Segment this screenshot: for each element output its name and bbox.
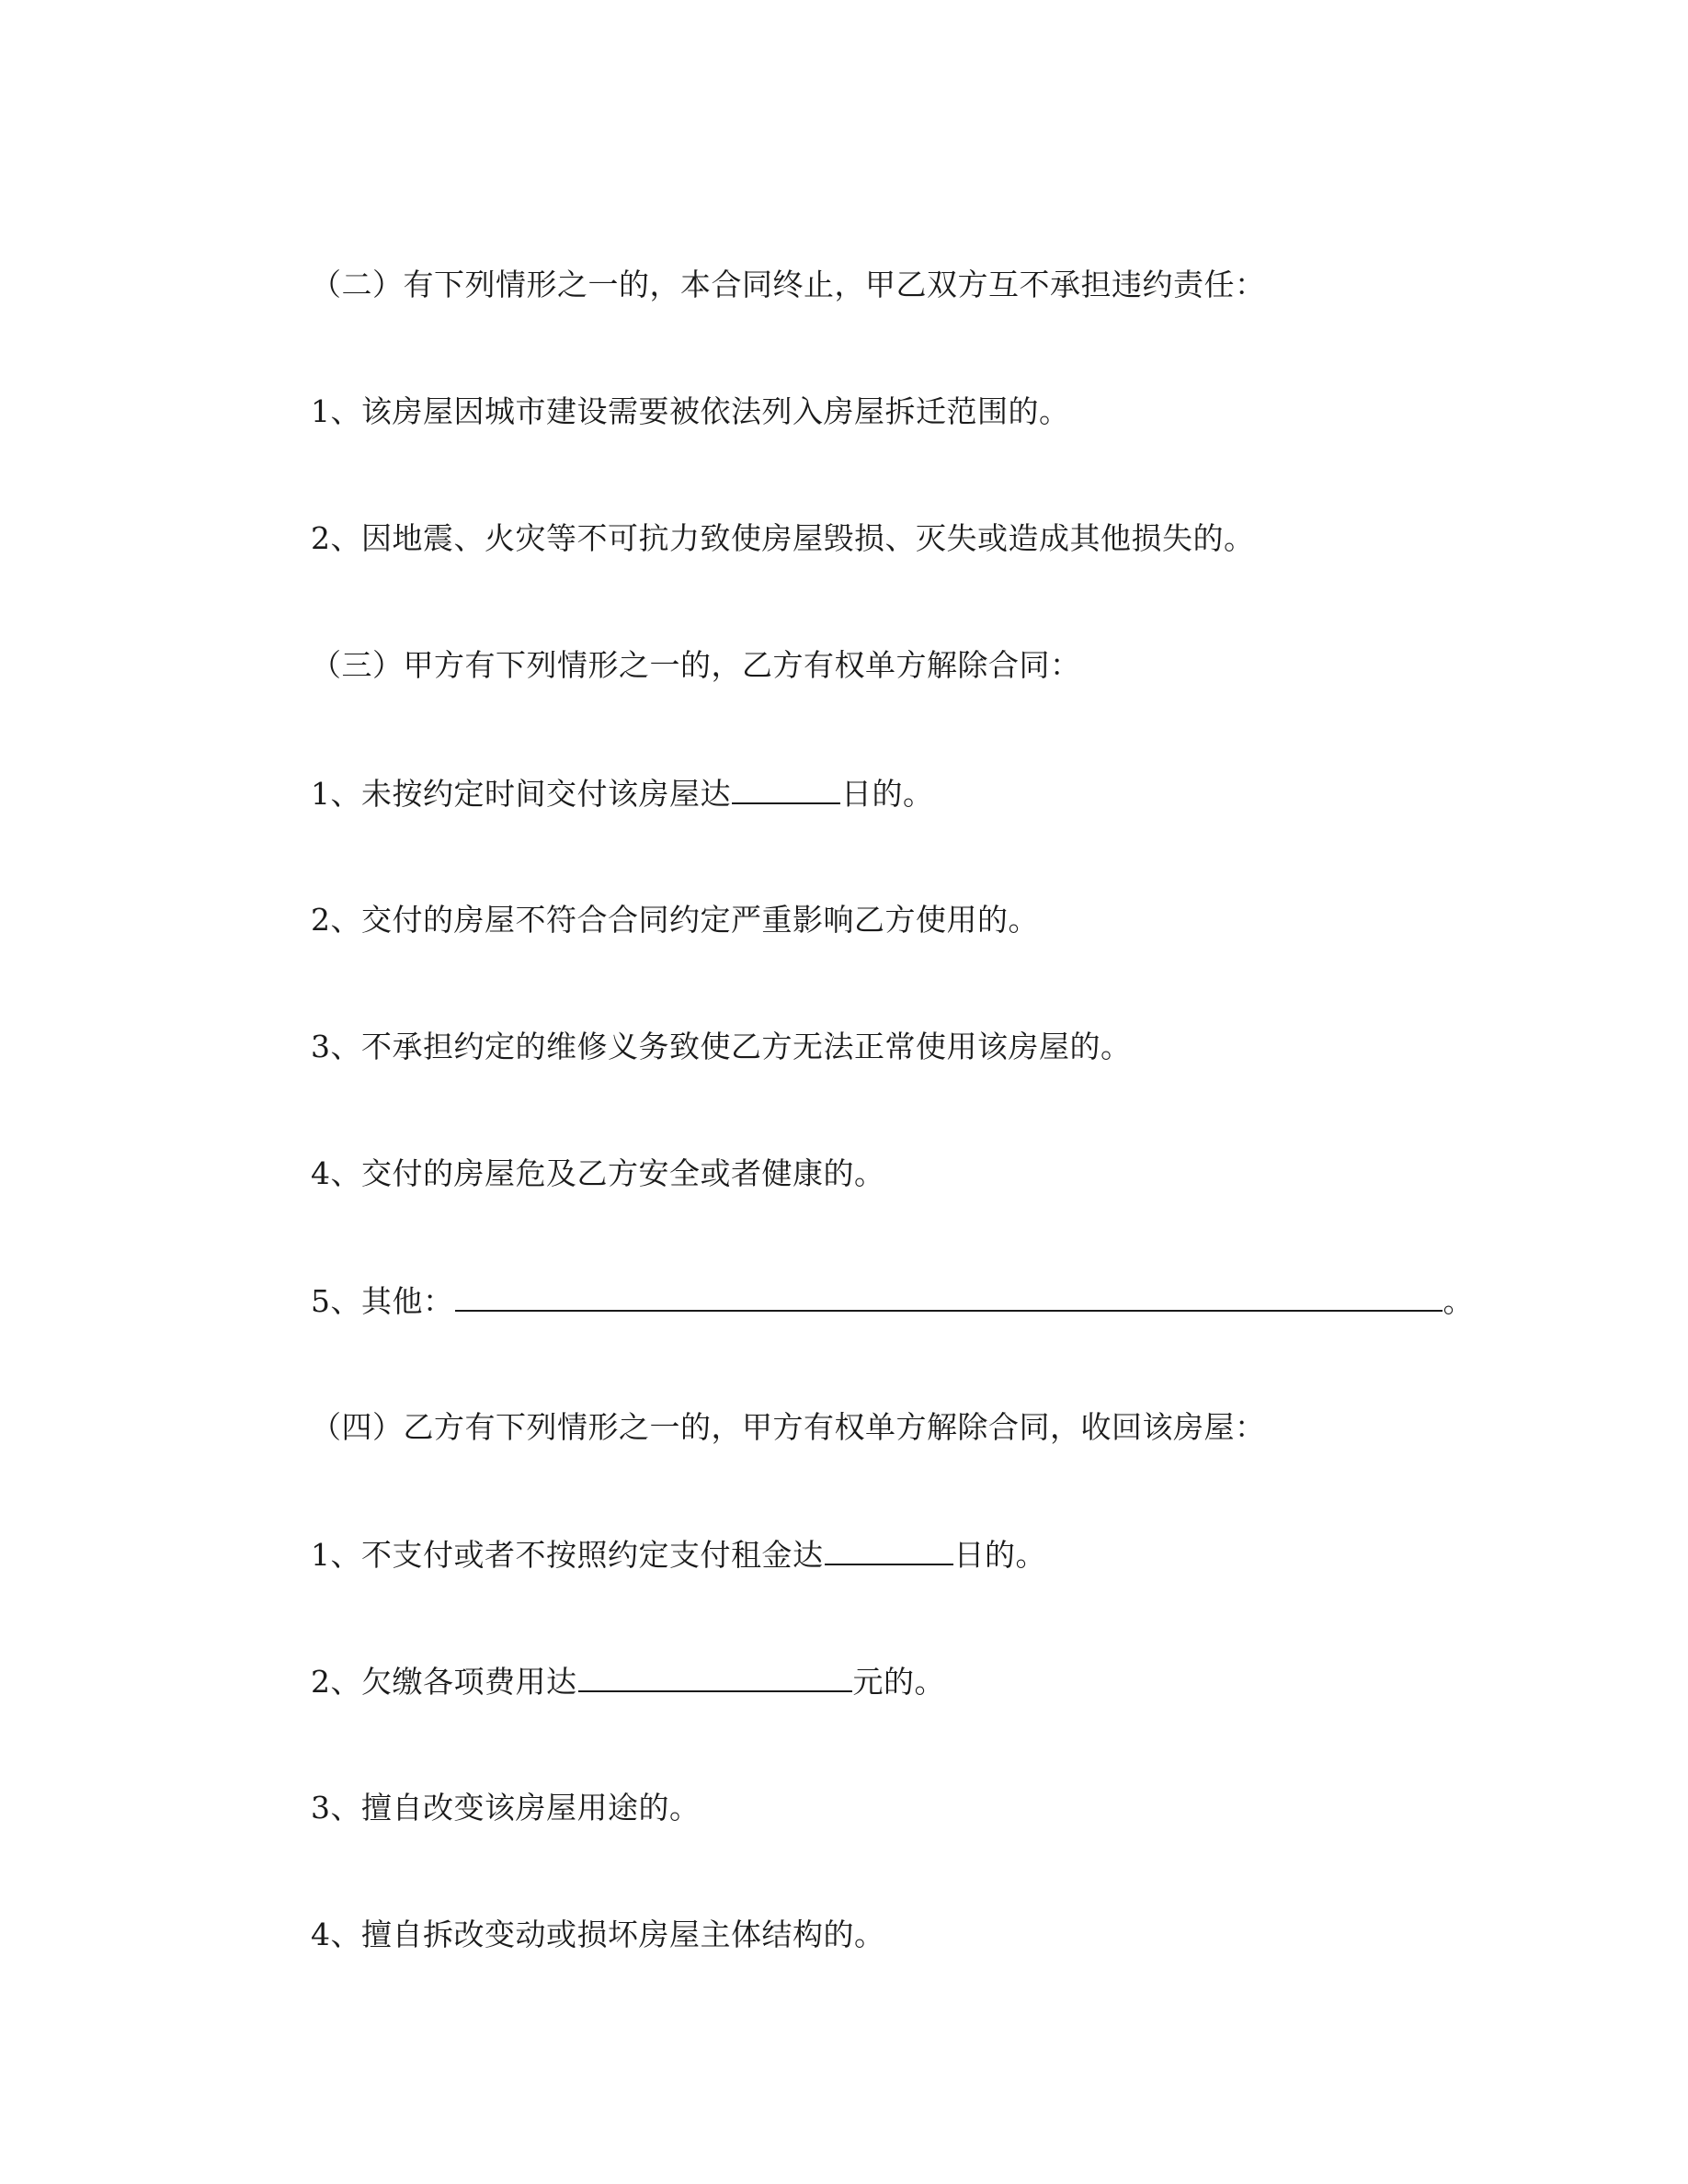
clause-text-after: 。: [1443, 1283, 1474, 1319]
clause-text: 1、该房屋因城市建设需要被依法列入房屋拆迁范围的。: [311, 393, 1070, 429]
clause-text: （四）乙方有下列情形之一的，甲方有权单方解除合同，收回该房屋：: [311, 1409, 1266, 1445]
clause-text-before: 5、其他：: [311, 1283, 454, 1319]
clause-item: [311, 1790, 701, 1826]
clause-text: 2、交付的房屋不符合合同约定严重影响乙方使用的。: [311, 902, 1039, 938]
fill-in-blank-amount[interactable]: [578, 1663, 852, 1692]
clause-text: 4、擅自拆改变动或损坏房屋主体结构的。: [311, 1917, 885, 1952]
clause-text: （三）甲方有下列情形之一的，乙方有权单方解除合同：: [311, 647, 1081, 683]
clause-item: [311, 1663, 945, 1701]
clause-item: [311, 1029, 1132, 1065]
section-heading-two: [311, 267, 1266, 303]
section-heading-four: [311, 1409, 1266, 1446]
clause-text-after: 日的。: [953, 1537, 1046, 1573]
clause-item: [311, 1282, 1474, 1320]
fill-in-blank-other[interactable]: [455, 1282, 1443, 1312]
fill-in-blank-rent-days[interactable]: [825, 1536, 953, 1565]
clause-text-before: 1、未按约定时间交付该房屋达: [311, 776, 731, 812]
section-heading-three: [311, 647, 1081, 684]
clause-item: [311, 902, 1039, 938]
clause-text-before: 1、不支付或者不按照约定支付租金达: [311, 1537, 824, 1573]
clause-text: （二）有下列情形之一的，本合同终止，甲乙双方互不承担违约责任：: [311, 267, 1266, 302]
clause-text: 4、交付的房屋危及乙方安全或者健康的。: [311, 1155, 885, 1191]
clause-item: [311, 1155, 885, 1192]
clause-text-after: 日的。: [841, 776, 934, 812]
clause-item: [311, 520, 1255, 557]
clause-text-before: 2、欠缴各项费用达: [311, 1664, 577, 1700]
clause-item: [311, 1536, 1046, 1574]
fill-in-blank-days[interactable]: [732, 775, 840, 804]
clause-text: 2、因地震、火灾等不可抗力致使房屋毁损、灭失或造成其他损失的。: [311, 520, 1255, 556]
clause-item: [311, 393, 1070, 430]
clause-item: [311, 1917, 885, 1953]
clause-text: 3、不承担约定的维修义务致使乙方无法正常使用该房屋的。: [311, 1029, 1132, 1064]
clause-text: 3、擅自改变该房屋用途的。: [311, 1790, 701, 1826]
clause-item: [311, 775, 934, 813]
clause-text-after: 元的。: [852, 1664, 945, 1700]
